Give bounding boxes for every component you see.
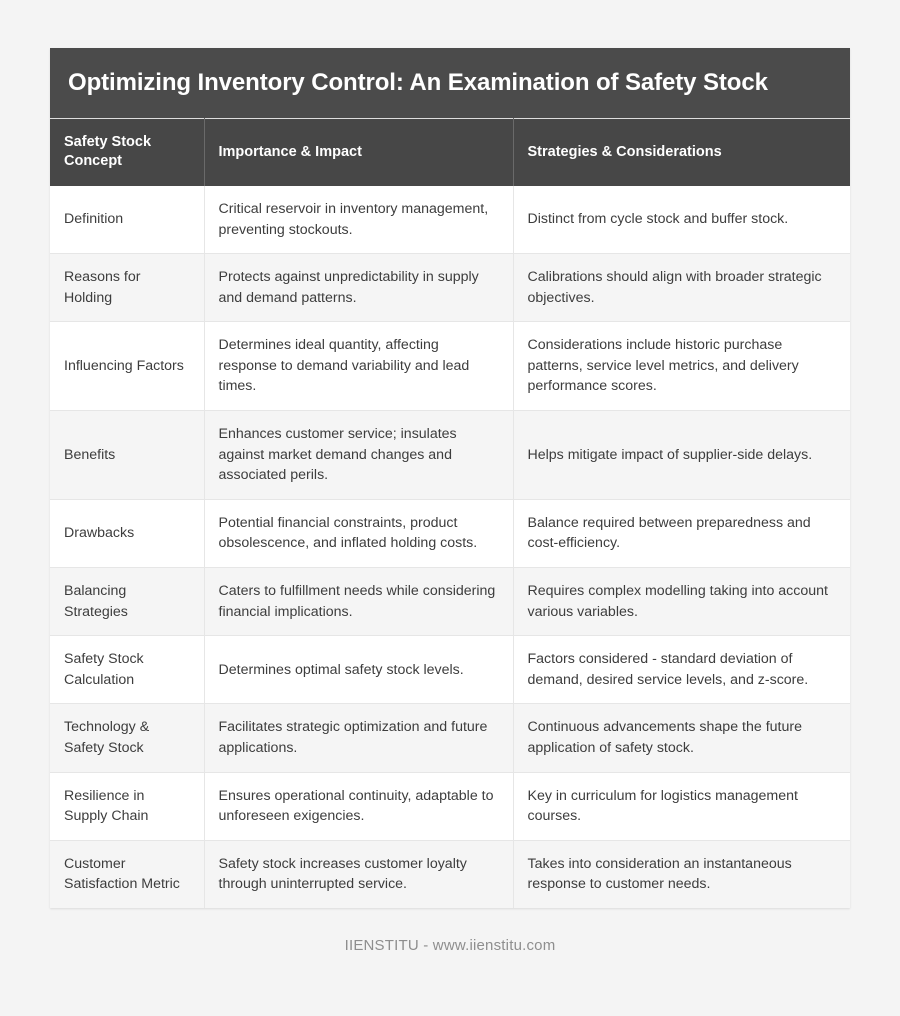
cell-importance: Caters to fulfillment needs while considering financial implications. xyxy=(204,568,513,636)
cell-strategies: Calibrations should align with broader strategic objectives. xyxy=(513,254,850,322)
table-row xyxy=(50,704,850,772)
table-row xyxy=(50,840,850,908)
column-header-concept: Safety Stock Concept xyxy=(50,118,204,186)
cell-concept: Balancing Strategies xyxy=(50,568,204,636)
table-row xyxy=(50,499,850,567)
footer-attribution: IIENSTITU - www.iienstitu.com xyxy=(344,936,556,954)
cell-strategies: Factors considered - standard deviation of demand, desired service levels, and z-score. xyxy=(513,636,850,704)
cell-strategies: Considerations include historic purchase patterns, service level metrics, and delivery performance scores. xyxy=(513,322,850,411)
cell-importance: Potential financial constraints, product obsolescence, and inflated holding costs. xyxy=(204,499,513,567)
cell-importance: Critical reservoir in inventory management, preventing stockouts. xyxy=(204,186,513,254)
cell-concept: Benefits xyxy=(50,411,204,500)
table-row xyxy=(50,186,850,254)
table-row xyxy=(50,411,850,500)
table-header-row xyxy=(50,118,850,186)
cell-strategies: Helps mitigate impact of supplier-side delays. xyxy=(513,411,850,500)
table-header xyxy=(50,118,850,186)
cell-concept: Customer Satisfaction Metric xyxy=(50,840,204,908)
table-body xyxy=(50,186,850,908)
cell-strategies: Continuous advancements shape the future application of safety stock. xyxy=(513,704,850,772)
cell-importance: Determines optimal safety stock levels. xyxy=(204,636,513,704)
table-card xyxy=(50,48,850,908)
cell-strategies: Key in curriculum for logistics management courses. xyxy=(513,772,850,840)
table-row xyxy=(50,254,850,322)
cell-concept: Technology & Safety Stock xyxy=(50,704,204,772)
cell-strategies: Balance required between preparedness and cost-efficiency. xyxy=(513,499,850,567)
cell-concept: Influencing Factors xyxy=(50,322,204,411)
cell-importance: Protects against unpredictability in supply and demand patterns. xyxy=(204,254,513,322)
table-row xyxy=(50,322,850,411)
cell-strategies: Takes into consideration an instantaneous response to customer needs. xyxy=(513,840,850,908)
cell-concept: Drawbacks xyxy=(50,499,204,567)
cell-importance: Ensures operational continuity, adaptable to unforeseen exigencies. xyxy=(204,772,513,840)
cell-importance: Enhances customer service; insulates against market demand changes and associated perils. xyxy=(204,411,513,500)
cell-importance: Facilitates strategic optimization and future applications. xyxy=(204,704,513,772)
cell-concept: Reasons for Holding xyxy=(50,254,204,322)
cell-strategies: Distinct from cycle stock and buffer stock. xyxy=(513,186,850,254)
cell-importance: Safety stock increases customer loyalty through uninterrupted service. xyxy=(204,840,513,908)
column-header-importance: Importance & Impact xyxy=(204,118,513,186)
column-header-strategies: Strategies & Considerations xyxy=(513,118,850,186)
table-row xyxy=(50,568,850,636)
cell-strategies: Requires complex modelling taking into account various variables. xyxy=(513,568,850,636)
cell-concept: Resilience in Supply Chain xyxy=(50,772,204,840)
page-title: Optimizing Inventory Control: An Examination of Safety Stock xyxy=(50,48,850,118)
safety-stock-table xyxy=(50,118,850,908)
table-row xyxy=(50,636,850,704)
cell-concept: Definition xyxy=(50,186,204,254)
table-row xyxy=(50,772,850,840)
cell-concept: Safety Stock Calculation xyxy=(50,636,204,704)
cell-importance: Determines ideal quantity, affecting response to demand variability and lead times. xyxy=(204,322,513,411)
